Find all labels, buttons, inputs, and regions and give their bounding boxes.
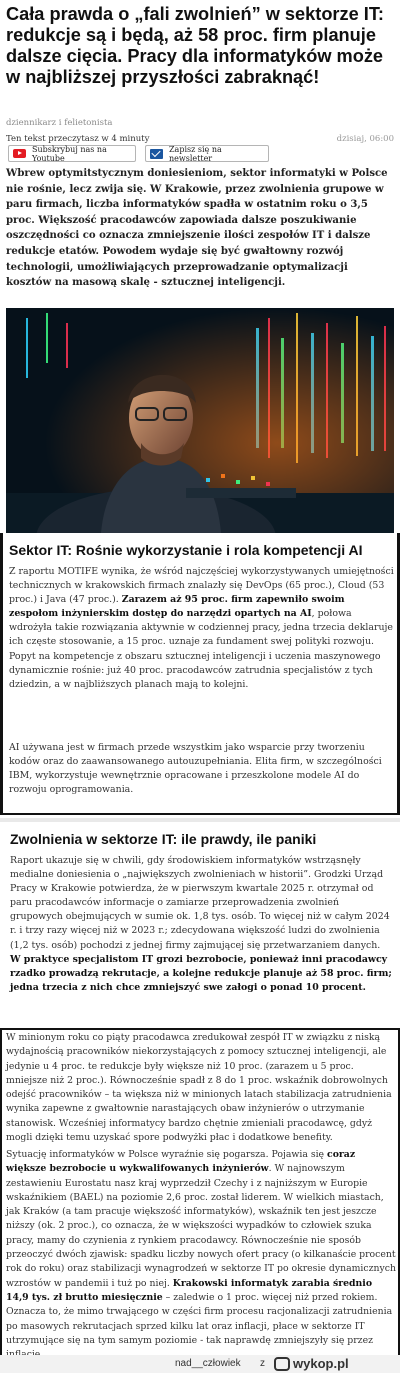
section-ai-paragraph-2: AI używana jest w firmach przede wszystkim jako wsparcie przy tworzeniu kodów oraz do zaawansowanego autouzupełniania. Elita firm, w szczególności IBM, wykorzystuje wewnętrznie opracowane i przeszkolone modele AI do rozwoju oprogramowania.	[9, 742, 382, 796]
newsletter-button-label: Zapisz się na newsletter	[169, 144, 222, 163]
section-layoffs-heading: Zwolnienia w sektorze IT: ile prawdy, ile paniki	[10, 831, 317, 847]
section-ai	[0, 533, 400, 815]
section-layoffs-paragraph: Raport ukazuje się w chwili, gdy środowiskiem informatyków wstrząsnęły medialne doniesienia o „największych zwolnieniach w historii”. Grodzki Urząd Pracy w Krakowie potwierdza, że w pierwszym kwartale 2025 r. otrzymał od paru pracodawców informacje o zamiarze przeprowadzenia zwolnień grupowych obejmujących w sumie ok. 1,8 tys. osób. To więcej niż w całym 2024 r. i trzy razy więcej niż w 2023 r.; zdecydowana większość ludzi do zwolnienia (1,2 tys. osób) pochodzi z jednej firmy zajmującej się przetwarzaniem danych. W praktyce specjalistom IT grozi bezrobocie, ponieważ inni pracodawcy rzadko prowadzą rekrutacje, a kolejne redukcje planuje aż 58 proc. firm; jedna trzecia z nich chce zmniejszyć swe załogi o ponad 10 procent.	[10, 855, 392, 993]
article-title: Cała prawda o „fali zwolnień” w sektorze IT: redukcje są i będą, aż 58 proc. firm planuje dalsze cięcia. Pracy dla informatyków może w najbliższej przyszłości zabraknąć!	[6, 4, 384, 87]
article-lead: Wbrew optymitstycznym doniesieniom, sektor informatyki w Polsce nie rośnie, lecz zwija się. W Krakowie, przez zwolnienia grupowe w paru firmach, liczba informatyków spadła w ostatnim roku o 3,5 proc. Większość pracodawców zapowiada dalsze poszukiwanie oszczędności co oznacza zmniejszenie ilości zespołów IT i dalsze redukcje etatów. Powodem wydaje się być gwałtowny rozwój technologii, umożliwiających przeprowadzanie optymalizacji kosztów na masową skalę - sztucznej inteligencji.	[6, 168, 388, 289]
section-ai-paragraph-1: Z raportu MOTIFE wynika, że wśród najczęściej wykorzystywanych umiejętności technicznych w krakowskich firmach znalazły się DevOps (65 proc.), Cloud (53 proc.) i Java (47 proc.). Zarazem aż 95 proc. firm zapewniło swoim zespołom inżynierskim dostęp do narzędzi opartych na AI, połowa wdrożyła takie rozwiązania aktywnie w codziennej pracy, jedna trzecia deklaruje ich częste stosowanie, a 15 proc. uznaje za fundament swej polityki rozwoju. Popyt na kompetencje z obszaru sztucznej inteligencji i uczenia maszynowego dynamicznie rośnie: już 40 proc. pracodawców zatrudnia specjalistów z tych dziedzin, a w najbliższych planach mają to kolejni.	[9, 566, 394, 690]
section-trend-paragraph-2: Sytuację informatyków w Polsce wyraźnie się pogarsza. Pojawia się coraz większe bezrobocie u wykwalifowanych inżynierów. W najnowszym zestawieniu Eurostatu nasz kraj wyprzedził Czechy i z najniższym w Europie wskaźnikiem (BAEL) na poziomie 2,6 proc. został liderem. W wielkich miastach, jak Kraków (a tam pracuje większość informatyków), wskaźnik ten jest jeszcze niższy (ok. 2 proc.), co oznacza, że w większości wypadków to człowiek szuka pracy, mamy do czynienia z rynkiem pracodawcy. Równocześnie nie sposób przeoczyć dwóch zjawisk: spadku liczby nowych ofert pracy (o kilkanaście procent rok do roku) oraz stabilizacji wynagrodzeń w sektorze IT po okresie dynamicznych wzrostów w pandemii i tuż po niej. Krakowski informatyk zarabia średnio 14,9 tys. zł brutto miesięcznie – zaledwie o 1 proc. więcej niż przed rokiem. Oznacza to, że mimo trwającego w części firm procesu racjonalizacji zatrudnienia po masowych rekrutacjach sprzed kilku lat oraz inflacji, płace w sektorze IT utrzymujące się na tym samym poziomie - tak naprawdę zmniejszyły się przez	[6, 1149, 396, 1346]
footer-bar	[0, 1355, 400, 1373]
section-layoffs	[0, 818, 400, 1028]
youtube-subscribe-button[interactable]	[8, 145, 136, 162]
wykop-icon	[274, 1357, 290, 1371]
footer-username[interactable]: nad__człowiek	[175, 1358, 241, 1369]
youtube-icon	[13, 149, 26, 158]
wykop-brand: wykop.pl	[293, 1356, 349, 1371]
section-ai-heading: Sektor IT: Rośnie wykorzystanie i rola kompetencji AI	[9, 542, 363, 558]
youtube-button-label: Subskrybuj nas na Youtube	[32, 144, 107, 163]
mail-icon	[150, 149, 163, 159]
author-role: dziennikarz i felietonista	[6, 118, 113, 128]
wykop-logo[interactable]	[274, 1356, 396, 1372]
hero-illustration	[6, 308, 394, 533]
read-time: Ten tekst przeczytasz w 4 minuty	[6, 134, 150, 144]
hero-image	[6, 308, 394, 533]
newsletter-button[interactable]	[145, 145, 269, 162]
section-trend	[0, 1028, 400, 1355]
footer-connector: z	[260, 1358, 265, 1369]
publish-date: dzisiaj, 06:00	[336, 134, 394, 144]
section-trend-paragraph-1: W minionym roku co piąty pracodawca zredukował zespół IT w związku z niską wydajnością pracowników niekorzystających z pomocy sztucznej inteligencji, ale jedynie u 4 proc. te redukcje były większe niż 10 proc. (zarazem u 5 proc. mniejsze niż 2 proc.). Równocześnie spadł z 8 do 1 proc. wskaźnik dobrowolnych odejść pracowników – ta większa niż w minionych latach stabilizacja zatrudnienia wynika zapewne z gwałtownie narastających obaw inżynierów o utrzymanie stanowisk. Wcześniej informatycy bardzo chętnie zmieniali pracodawcę, gdyż mogli dzięki temu uzyskać spore podwyżki płac i dodatkowe benefity.	[6, 1032, 392, 1144]
